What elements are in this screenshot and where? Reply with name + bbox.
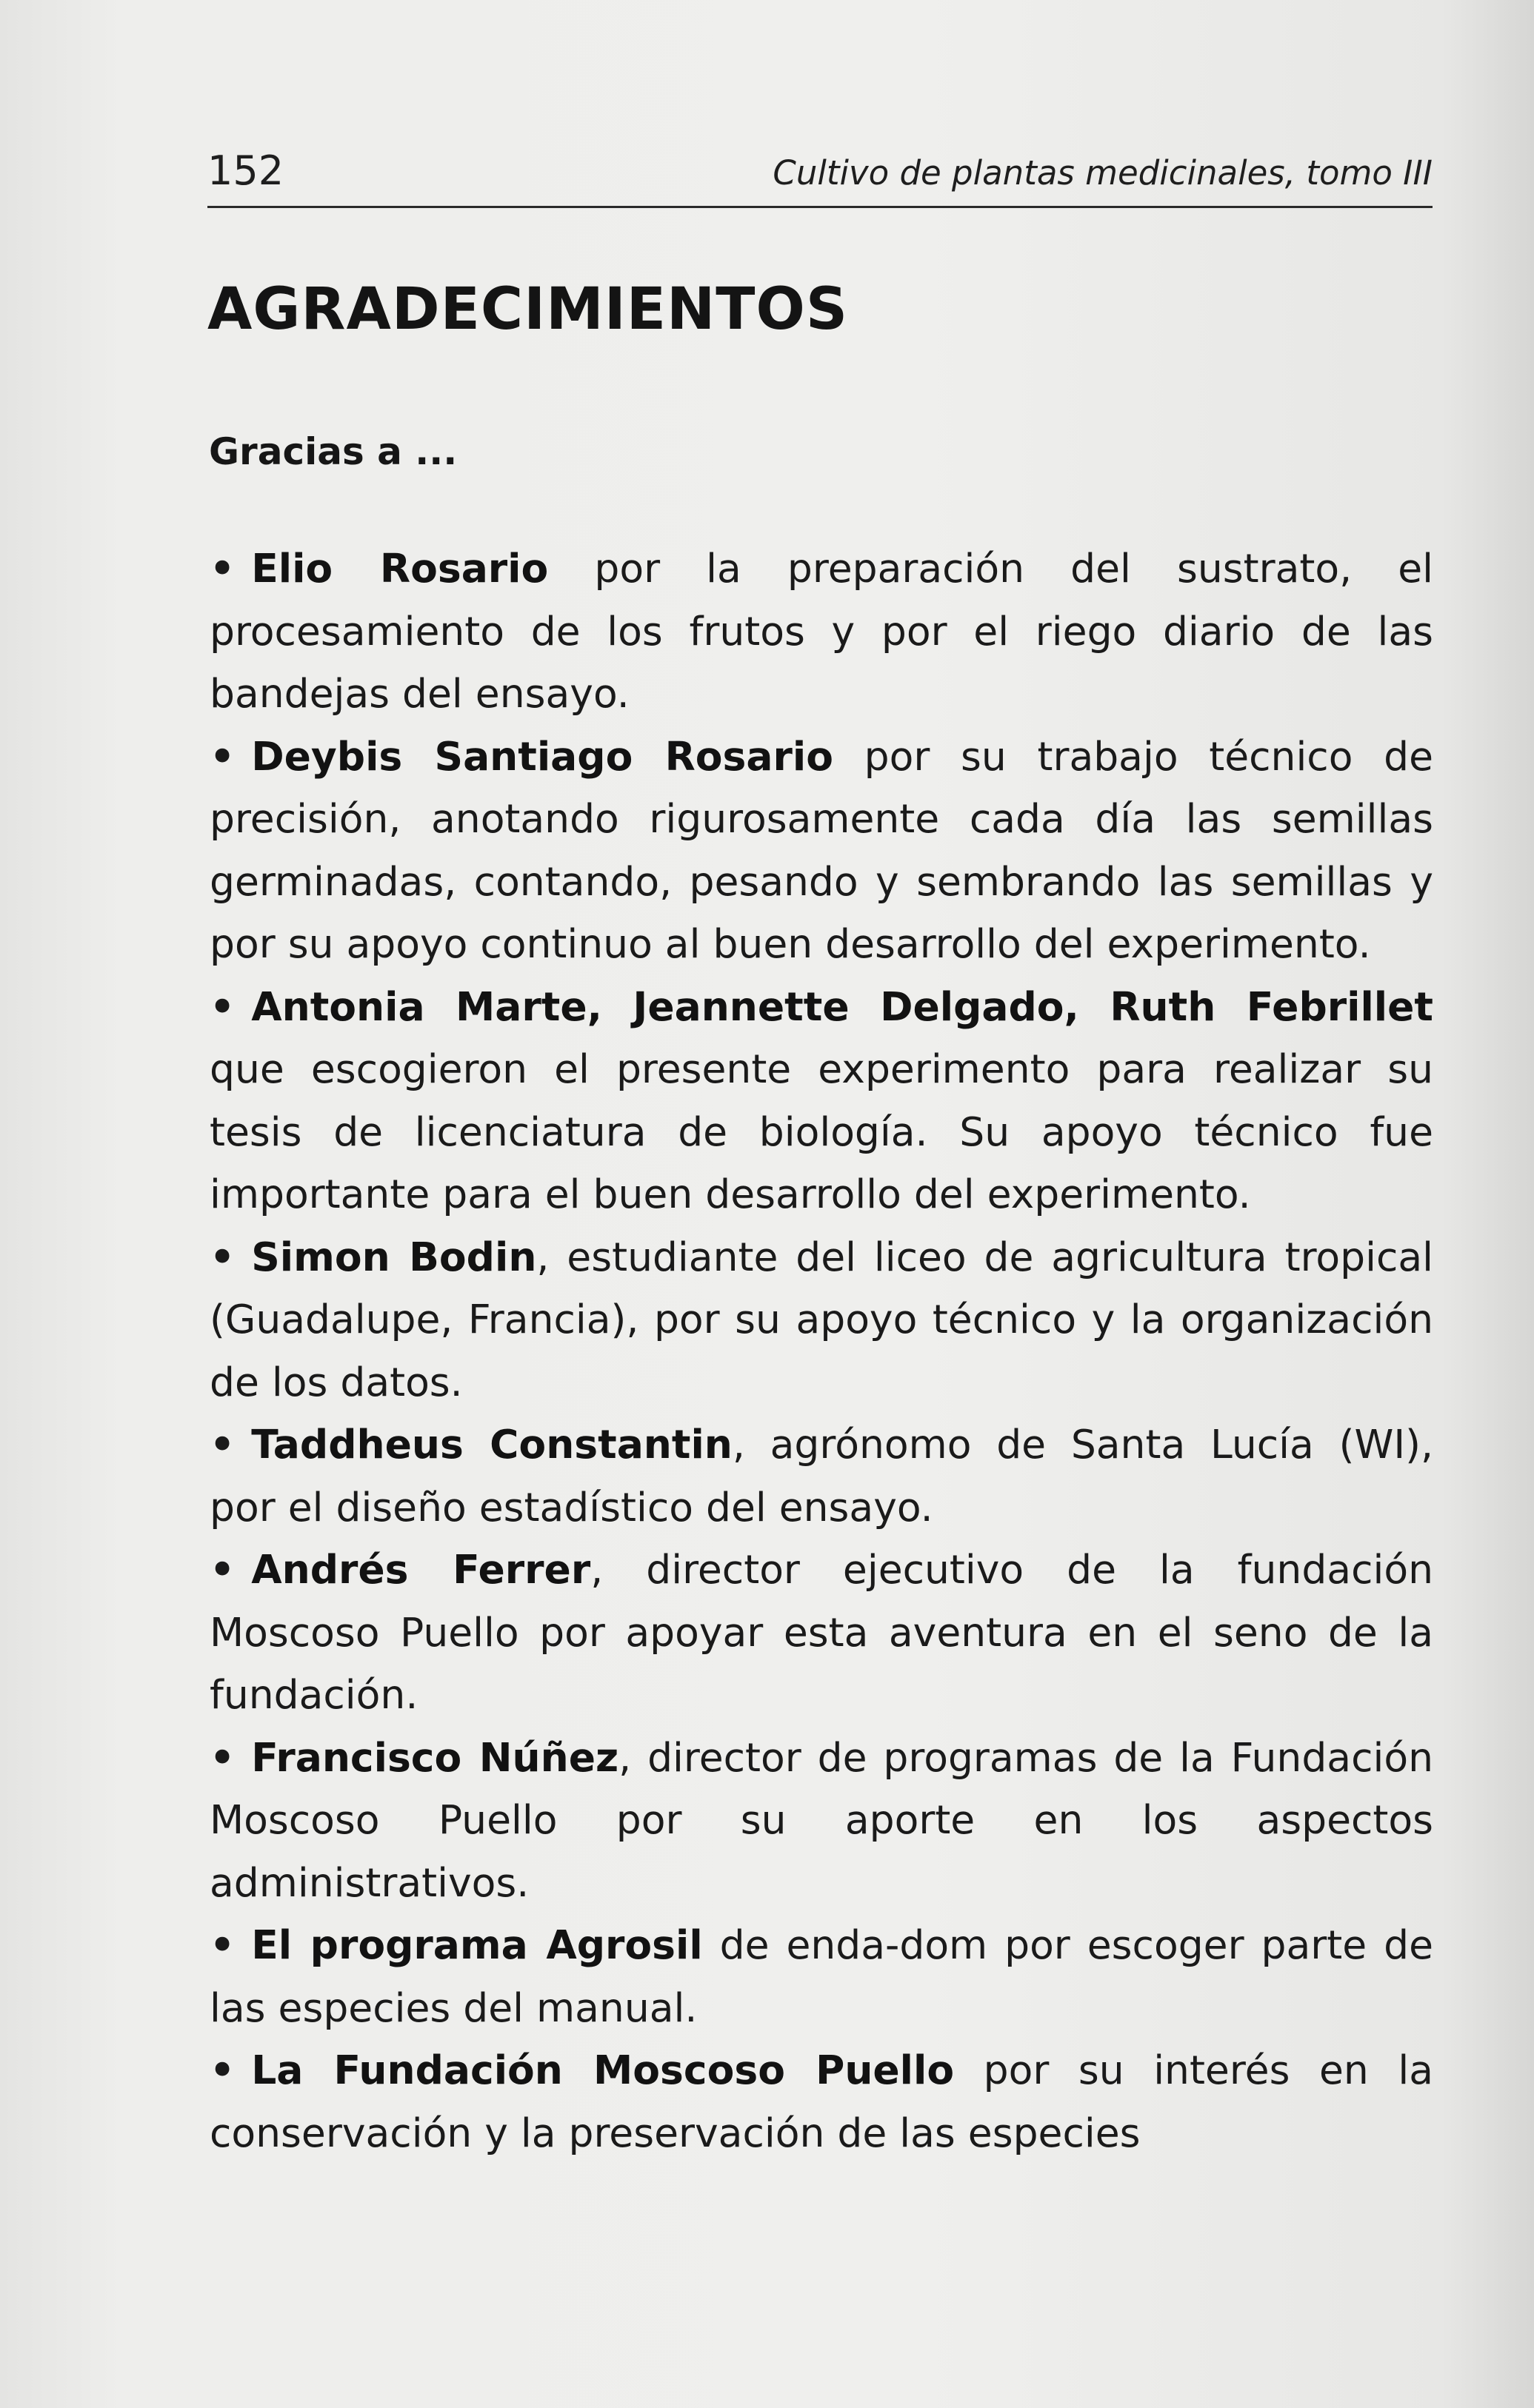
person-name: Antonia Marte, Jeannette Delgado, Ruth Febrillet	[251, 983, 1433, 1030]
acknowledgement-list	[210, 538, 1433, 2164]
acknowledgement-item-simon-bodin	[210, 1226, 1433, 1414]
acknowledgement-item-elio-rosario	[210, 538, 1433, 726]
acknowledgement-item-taddheus-constantin	[210, 1414, 1433, 1539]
acknowledgement-item-francisco-nunez	[210, 1727, 1433, 1915]
acknowledgement-text: , director de programas de la Fundación Moscoso Puello por su aporte en los aspectos administrativos.	[210, 1733, 1433, 1906]
person-name: Elio Rosario	[251, 545, 549, 592]
acknowledgement-text: de enda-dom por escoger parte de las especies del manual.	[210, 1922, 1433, 2031]
acknowledgement-text: que escogieron el presente experimento para realizar su tesis de licenciatura de biología. Su apoyo técnico fue importante para el buen desarrollo del experimento.	[210, 1046, 1433, 1217]
page-number: 152	[207, 147, 284, 194]
bullet-icon: •	[210, 983, 236, 1030]
acknowledgement-text: , director ejecutivo de la fundación Moscoso Puello por apoyar esta aventura en el seno de la fundación.	[210, 1546, 1433, 1718]
bullet-icon: •	[210, 1233, 236, 1280]
person-name: Simon Bodin	[251, 1233, 537, 1280]
person-name: Francisco Núñez	[251, 1733, 619, 1781]
person-name: Taddheus Constantin	[251, 1421, 733, 1468]
person-name: Deybis Santiago Rosario	[251, 732, 833, 780]
person-name: Andrés Ferrer	[251, 1546, 591, 1593]
bullet-icon: •	[210, 1546, 236, 1593]
bullet-icon: •	[210, 732, 236, 780]
acknowledgement-text: por la preparación del sustrato, el procesamiento de los frutos y por el riego diario de las bandejas del ensayo.	[210, 545, 1433, 717]
acknowledgement-item-deybis-santiago-rosario	[210, 726, 1433, 976]
acknowledgement-text: , agrónomo de Santa Lucía (WI), por el diseño estadístico del ensayo.	[210, 1421, 1434, 1531]
section-title: AGRADECIMIENTOS	[207, 276, 849, 343]
bullet-icon: •	[210, 1733, 236, 1781]
acknowledgement-text: por su trabajo técnico de precisión, anotando rigurosamente cada día las semillas germinadas, contando, pesando y sembrando las semillas y por su apoyo continuo al buen desarrollo del experimento.	[210, 732, 1434, 967]
bullet-icon: •	[210, 1922, 236, 1968]
page-header	[207, 145, 1433, 208]
running-title: Cultivo de plantas medicinales, tomo III	[773, 153, 1433, 193]
bullet-icon: •	[210, 2047, 236, 2093]
bullet-icon: •	[210, 1421, 236, 1468]
organization-name: El programa Agrosil	[251, 1922, 703, 1968]
intro-text: Gracias a ...	[209, 430, 458, 473]
acknowledgement-item-programa-agrosil	[210, 1914, 1433, 2039]
acknowledgement-item-thesis-students	[210, 976, 1433, 1226]
acknowledgement-item-andres-ferrer	[210, 1539, 1433, 1727]
acknowledgement-item-fundacion-moscoso-puello	[210, 2039, 1433, 2164]
acknowledgement-text: por su interés en la conservación y la preservación de las especies	[210, 2047, 1433, 2156]
organization-name: La Fundación Moscoso Puello	[251, 2047, 955, 2093]
bullet-icon: •	[210, 545, 236, 592]
acknowledgement-text: , estudiante del liceo de agricultura tropical (Guadalupe, Francia), por su apoyo técnico y la organización de los datos.	[210, 1233, 1434, 1405]
